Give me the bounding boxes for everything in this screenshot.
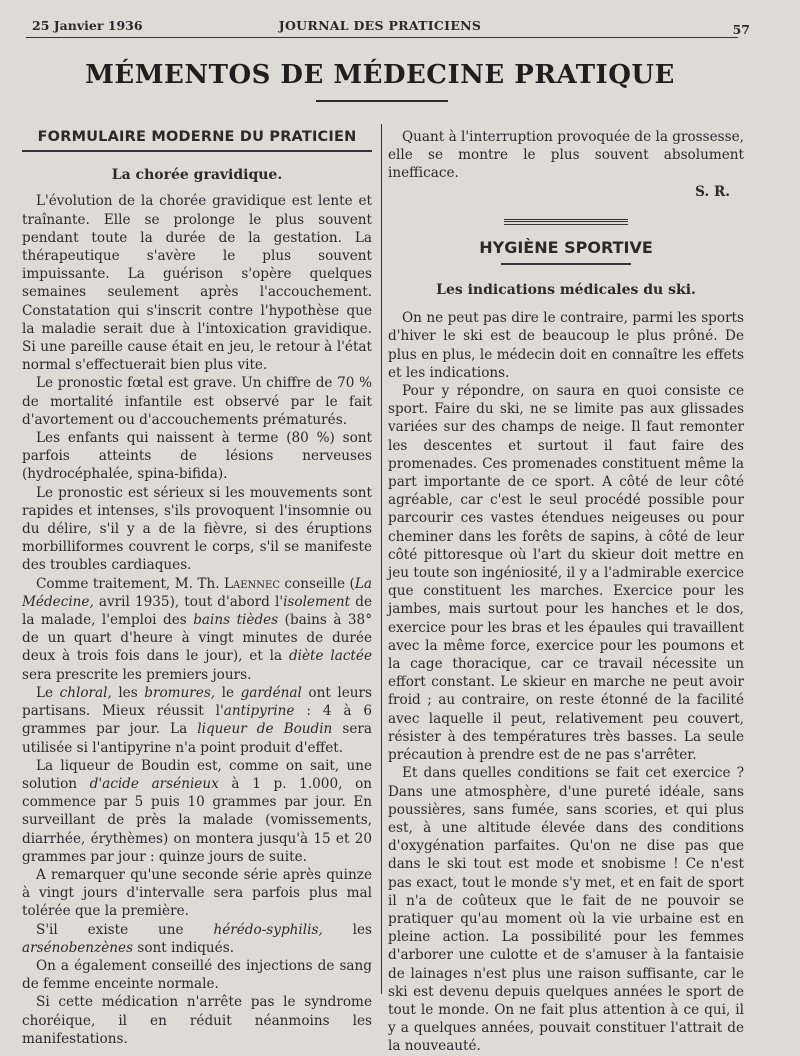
journal-title: JOURNAL DES PRATICIENS bbox=[278, 18, 482, 33]
paragraph: Et dans quelles conditions se fait cet exercice ? Dans une atmosphère, d'une pureté idéale, sans poussières, sans fumée, sans scories, et qui plus est, à une altitude élevée dans des conditions d'oxygénation parfaites. Qu'on ne dise pas que dans le ski tout est mode et snobisme ! Ce n'est pas exact, tout le monde s'y met, et en fait de sport il n'a de coûteux que le fait de ne pouvoir se pratiquer qu'au moment où la vie urbaine est en pleine action. La possibilité pour les femmes d'arborer une culotte et de s'amuser à la fantaisie de lainages n'est plus une raison suffisante, car le ski est devenu depuis quelques années le sport de tout le monde. On ne fait plus attention à ce qui, il y a quelques années, pouvait constituer l'attrait de la nouveauté. bbox=[388, 765, 744, 1055]
column-divider bbox=[381, 124, 382, 994]
banner-rule bbox=[501, 263, 631, 265]
paragraph: Pour y répondre, on saura en quoi consiste ce sport. Faire du ski, ne se limite pas aux glissades variées sur des champs de neige. Il faut remonter les descentes et surtout il faut faire des promenades. Ces promenades constituent même la part importante de ce sport. A côté de leur côté agréable, car c'est le seul procédé possible pour parcourir ces vastes étendues neigeuses ou pour cheminer dans les forêts de sapins, à côté de leur côté pittoresque où l'art du skieur doit mettre en jeu toute son ingéniosité, il y a l'admirable exercice que constituent les marches. Exercice pour les jambes, mais surtout pour les hanches et le dos, exercice pour les bras et les épaules qui travaillent avec la même force, exercice pour les poumons et la cage thoracique, car ce travail nécessite un effort constant. Le skieur en marche ne peut avoir froid ; au contraire, on reste étonné de la facilité avec laquelle il peut, relativement peu couvert, résister à des températures très basses. La seule précaution à prendre est de ne pas s'arrêter. bbox=[388, 383, 744, 764]
issue-date: 25 Janvier 1936 bbox=[32, 18, 143, 33]
author-name: Laennec bbox=[223, 575, 280, 592]
paragraph: Quant à l'interruption provoquée de la grossesse, elle se montre le plus souvent absolument inefficace. bbox=[388, 129, 744, 182]
paragraph: Les enfants qui naissent à terme (80 %) sont parfois atteints de lésions nerveuses (hydrocéphalée, spina-bifida). bbox=[22, 430, 372, 483]
publication-name: La Médecine, bbox=[22, 575, 372, 610]
paragraph: La liqueur de Boudin est, comme on sait, une solution d'acide arsénieux à 1 p. 1.000, on commence par 5 puis 10 grammes par jour. En surveillant de près la malade (vomissements, diarrhée, érythèmes) on montera jusqu'à 15 et 20 grammes par jour : quinze jours de suite. bbox=[22, 757, 373, 865]
right-column bbox=[388, 128, 744, 1056]
title-rule bbox=[316, 100, 448, 102]
paragraph: Comme traitement, M. Th. Laennec conseille (La Médecine, avril 1935), tout d'abord l'isolement de la malade, l'emploi des bains tièdes (bains à 38° de un quart d'heure à vingt minutes de durée deux à trois fois dans le jour), et la diète lactée sera prescrite les premiers jours. bbox=[22, 575, 372, 683]
paragraph: Le pronostic est sérieux si les mouvements sont rapides et intenses, s'ils provoquent l'insomnie ou du délire, s'il y a de la fièvre, si des éruptions morbilliformes couvrent le corps, s'il se manifeste des troubles cardiaques. bbox=[22, 484, 372, 574]
author-signature: S. R. bbox=[695, 183, 730, 200]
paragraph: S'il existe une hérédo-syphilis, les arsénobenzènes sont indiqués. bbox=[22, 921, 372, 956]
paragraph: Le pronostic fœtal est grave. Un chiffre de 70 % de mortalité infantile est observé par le fait d'avortement ou d'accouchements prématurés. bbox=[22, 375, 372, 428]
header-rule bbox=[26, 37, 738, 38]
section-title: MÉMENTOS DE MÉDECINE PRATIQUE bbox=[85, 60, 675, 90]
running-head bbox=[24, 18, 750, 38]
page-number: 57 bbox=[732, 22, 750, 37]
paragraph: On a également conseillé des injections de sang de femme enceinte normale. bbox=[22, 957, 372, 993]
paragraph: L'évolution de la chorée gravidique est lente et traînante. Elle se prolonge le plus souvent pendant toute la durée de la gestation. La thérapeutique s'avère le plus souvent impuissante. La guérison s'opère quelques semaines seulement après l'accouchement. Constatation qui s'inscrit contre l'hypothèse que la maladie serait due à l'intoxication gravidique. Si une pareille cause était en jeu, le retour à l'état normal s'effectuerait bien plus vite. bbox=[22, 193, 372, 374]
signature-line bbox=[388, 183, 744, 201]
paragraph: Si cette médication n'arrête pas le syndrome choréique, il en réduit néanmoins les manifestations. bbox=[22, 994, 372, 1047]
article-title-ski: Les indications médicales du ski. bbox=[436, 282, 696, 299]
paragraph: Le chloral, les bromures, le gardénal ont leurs partisans. Mieux réussit l'antipyrine : 4 à 6 grammes par jour. La liqueur de Boudin sera utilisée si l'antipyrine n'a point produit d'effet. bbox=[22, 684, 372, 756]
hygiene-banner: HYGIÈNE SPORTIVE bbox=[479, 237, 653, 257]
formulaire-banner: FORMULAIRE MODERNE DU PRATICIEN bbox=[22, 128, 372, 152]
paragraph: On ne peut pas dire le contraire, parmi les sports d'hiver le ski est de beaucoup le plus prôné. De plus en plus, le médecin doit en connaître les effets et les indications. bbox=[388, 310, 744, 381]
article-title-choree: La chorée gravidique. bbox=[111, 167, 283, 184]
paragraph: A remarquer qu'une seconde série après quinze à vingt jours d'intervalle sera parfois plus mal tolérée que la première. bbox=[22, 866, 372, 920]
left-column bbox=[22, 128, 372, 1048]
section-separator bbox=[504, 219, 628, 225]
